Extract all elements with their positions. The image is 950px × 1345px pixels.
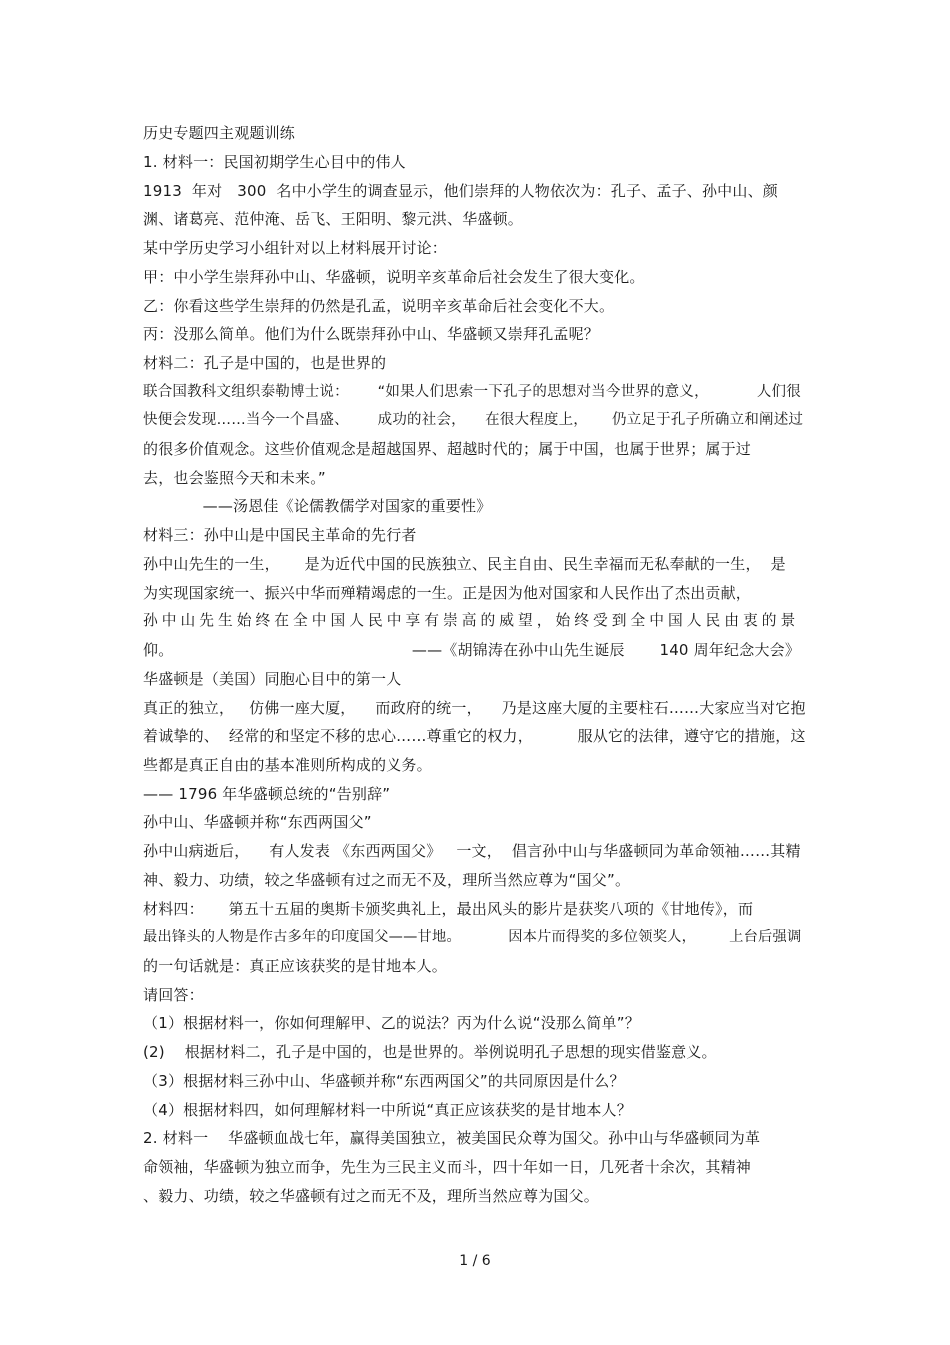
material-3-heading: 材料三：孙中山是中国民主革命的先行者 — [143, 526, 417, 544]
material-4-heading: 材料四： 第五十五届的奥斯卡颁奖典礼上，最出风头的影片是获奖八项的《甘地传》，而 — [143, 900, 754, 918]
text-line: 乙：你看这些学生崇拜的仍然是孔孟，说明辛亥革命后社会变化不大。 — [143, 297, 615, 315]
page-number: 1 / 6 — [459, 1253, 491, 1269]
text-line: 1913 年对 300 名中小学生的调查显示，他们崇拜的人物依次为：孔子、孟子、孙中山、颜 — [143, 182, 778, 200]
text-line: 丙：没那么简单。他们为什么既崇拜孙中山、华盛顿又崇拜孔孟呢？ — [143, 325, 600, 343]
text-line: 神、毅力、功绩，较之华盛顿有过之而无不及，理所当然应尊为“国父”。 — [143, 871, 631, 889]
material-2-heading: 材料二：孔子是中国的，也是世界的 — [143, 354, 387, 372]
text-line: 孙中山先生的一生， 是为近代中国的民族独立、民主自由、民生幸福而无私奉献的一生， 是 — [143, 555, 786, 573]
subheading-line: 华盛顿是（美国）同胞心目中的第一人 — [143, 670, 402, 688]
text-line: 的一句话就是：真正应该获奖的是甘地本人。 — [143, 957, 448, 975]
question-item: (2) 根据材料二，孔子是中国的，也是世界的。举例说明孔子思想的现实借鉴意义。 — [143, 1043, 717, 1061]
text-line: 渊、诸葛亮、范仲淹、岳飞、王阳明、黎元洪、华盛顿。 — [143, 210, 524, 228]
text-line: 最出锋头的人物是作古多年的印度国父——甘地。 因本片而得奖的多位领奖人， 上台后强调 — [143, 929, 802, 945]
text-line: 去，也会鉴照今天和未来。” — [143, 469, 326, 487]
citation-line: 仰。 ——《胡锦涛在孙中山先生诞辰 140 周年纪念大会》 — [143, 641, 801, 659]
text-line: 甲：中小学生崇拜孙中山、华盛顿，说明辛亥革命后社会发生了很大变化。 — [143, 268, 645, 286]
text-line: 某中学历史学习小组针对以上材料展开讨论： — [143, 239, 448, 257]
text-line: 孙中山病逝后， 有人发表 《东西两国父》 一文， 倡言孙中山与华盛顿同为革命领袖……其精 — [143, 842, 801, 860]
subheading-line: 孙中山、华盛顿并称“东西两国父” — [143, 813, 372, 831]
citation-line: ——汤恩佳《论儒教儒学对国家的重要性》 — [143, 497, 492, 515]
question-item: （1）根据材料一，你如何理解甲、乙的说法？丙为什么说“没那么简单”？ — [143, 1014, 640, 1032]
citation-line: —— 1796 年华盛顿总统的“告别辞” — [143, 785, 391, 803]
question-2-heading: 2. 材料一 华盛顿血战七年，赢得美国独立，被美国民众尊为国父。孙中山与华盛顿同为革 — [143, 1129, 761, 1147]
text-line: 为实现国家统一、振兴中华而殚精竭虑的一生。正是因为他对国家和人民作出了杰出贡献， — [143, 584, 752, 602]
text-line: 、毅力、功绩，较之华盛顿有过之而无不及，理所当然应尊为国父。 — [143, 1187, 600, 1205]
text-line: 真正的独立， 仿佛一座大厦， 而政府的统一， 乃是这座大厦的主要柱石……大家应当对它抱 — [143, 699, 806, 717]
text-line: 的很多价值观念。这些价值观念是超越国界、超越时代的；属于中国，也属于世界；属于过 — [143, 440, 752, 458]
text-line: 命领袖，华盛顿为独立而争，先生为三民主义而斗，四十年如一日，几死者十余次，其精神 — [143, 1158, 752, 1176]
text-line: 孙中山先生始终在全中国人民中享有崇高的威望，始终受到全中国人民由衷的景 — [143, 612, 800, 629]
question-item: （4）根据材料四，如何理解材料一中所说“真正应该获奖的是甘地本人？ — [143, 1101, 632, 1119]
prompt-line: 请回答： — [143, 986, 204, 1004]
text-line: 联合国教科文组织泰勒博士说： “如果人们思索一下孔子的思想对当今世界的意义， 人们很 — [143, 384, 801, 400]
question-1-heading: 1. 材料一：民国初期学生心目中的伟人 — [143, 153, 406, 171]
question-item: （3）根据材料三孙中山、华盛顿并称“东西两国父”的共同原因是什么？ — [143, 1072, 625, 1090]
text-line: 着诚挚的、 经常的和坚定不移的忠心……尊重它的权力， 服从它的法律，遵守它的措施，这 — [143, 727, 806, 745]
text-line: 些都是真正自由的基本准则所构成的义务。 — [143, 756, 432, 774]
text-line: 快便会发现……当今一个昌盛、 成功的社会， 在很大程度上， 仍立足于孔子所确立和阐述过 — [143, 412, 804, 428]
document-title: 历史专题四主观题训练 — [143, 124, 296, 142]
